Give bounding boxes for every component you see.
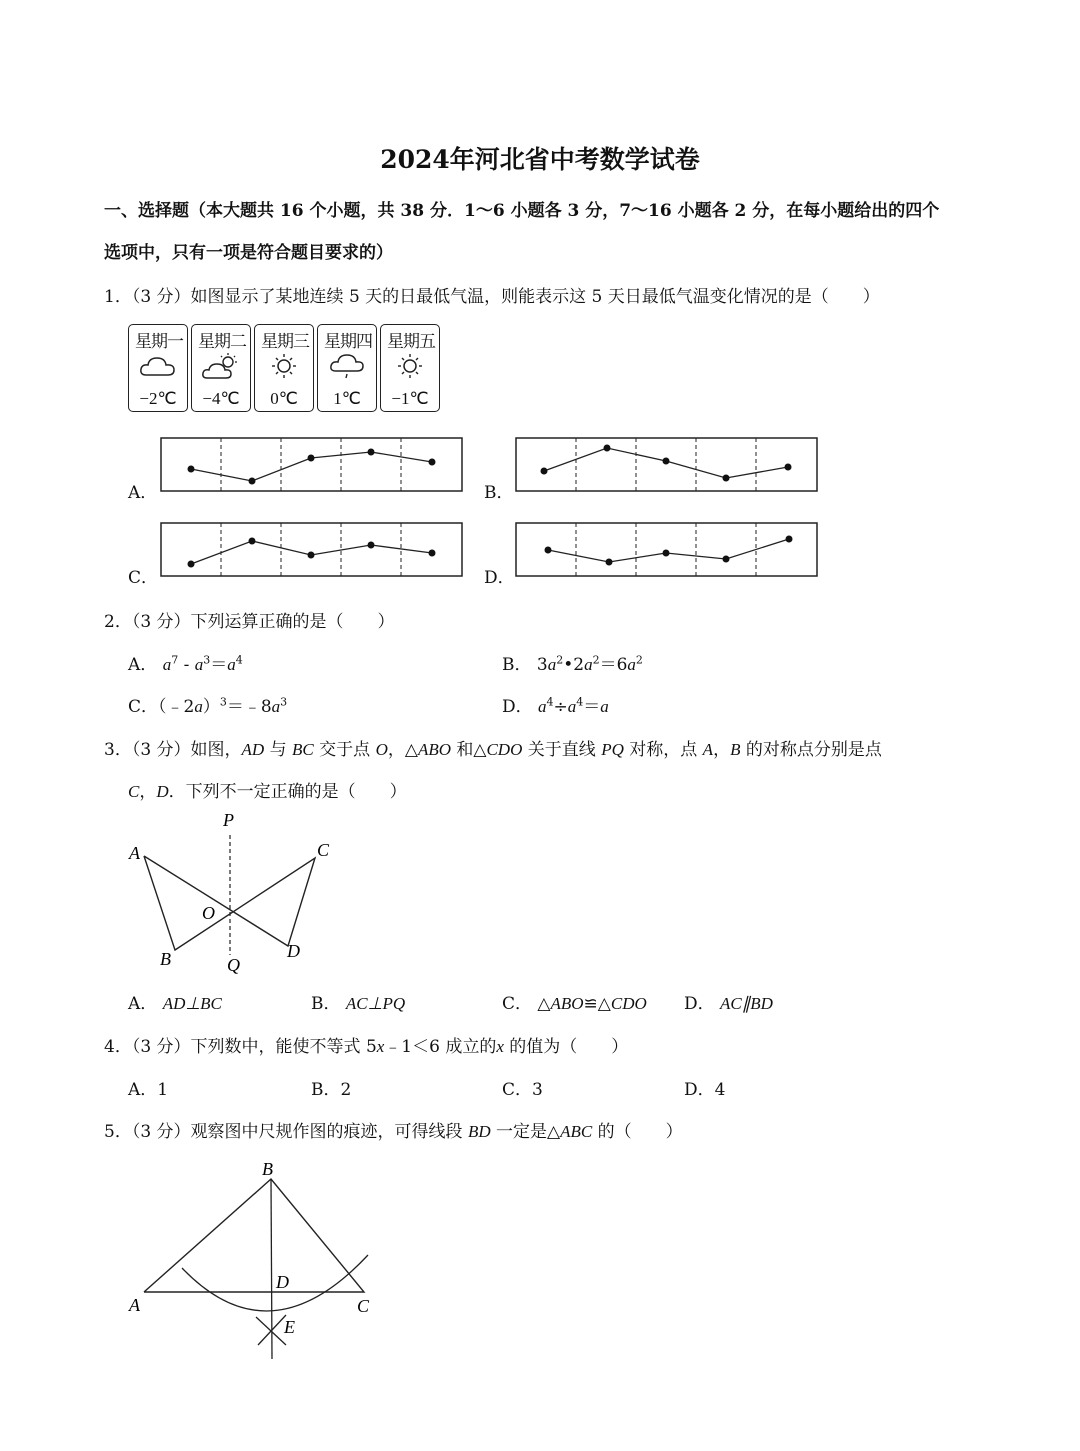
sun-icon (264, 351, 304, 381)
label-e: E (284, 1317, 295, 1337)
weather-temp: −1℃ (391, 389, 429, 408)
weather-day: 星期三 (261, 332, 309, 352)
weather-day: 星期四 (324, 332, 372, 352)
q3-option-b[interactable]: B． AC⊥PQ (311, 994, 406, 1014)
rain-cloud-icon (327, 351, 367, 381)
q1-option-a-label[interactable]: A． (128, 483, 158, 503)
q5-stem: 5．（3 分）观察图中尺规作图的痕迹，可得线段 BD 一定是△ABC 的（ ） (104, 1122, 683, 1142)
q1-option-c-graph[interactable] (160, 522, 463, 577)
q3-option-a[interactable]: A． AD⊥BC (128, 994, 222, 1014)
cloud-icon (138, 351, 178, 381)
sun-icon (390, 351, 430, 381)
q1-option-d-label[interactable]: D． (484, 568, 515, 588)
sun-cloud-icon (201, 351, 241, 381)
label-d: D (287, 941, 300, 961)
weather-card-3 (254, 324, 314, 412)
label-c: C (317, 840, 330, 860)
q2-option-c[interactable]: C．$(﹣2a)^3=﹣8a^3$ (128, 695, 288, 717)
q3-option-d[interactable]: D． AC∥BD (684, 994, 773, 1014)
q1-option-b-graph[interactable] (515, 437, 818, 492)
weather-temp: −4℃ (202, 389, 240, 408)
q1-option-d-graph[interactable] (515, 522, 818, 577)
label-o: O (202, 903, 215, 923)
weather-day: 星期二 (198, 332, 246, 352)
label-c: C (357, 1296, 370, 1316)
section-header-line2: 选项中，只有一项是符合题目要求的） (104, 243, 393, 263)
q2-stem: 2．（3 分）下列运算正确的是（ ） (104, 612, 395, 632)
q2-option-d[interactable]: D． $a^4\div a^4=a$ (502, 695, 609, 717)
q4-stem: 4．（3 分）下列数中，能使不等式 5x﹣1＜6 成立的x 的值为（ ） (104, 1037, 629, 1057)
label-b: B (262, 1159, 273, 1179)
q4-option-c[interactable]: C．3 (502, 1080, 543, 1100)
page-title: 2024年河北省中考数学试卷 (380, 145, 700, 174)
q1-option-b-label[interactable]: B． (484, 483, 514, 503)
label-p: P (223, 810, 234, 830)
q3-stem-line2: C，D．下列不一定正确的是（ ） (128, 782, 407, 802)
q4-option-a[interactable]: A．1 (128, 1080, 169, 1100)
q3-figure (120, 808, 350, 978)
q1-option-a-graph[interactable] (160, 437, 463, 492)
q3-option-c[interactable]: C． △ABO≌△CDO (502, 994, 647, 1014)
q1-option-c-label[interactable]: C． (128, 568, 159, 588)
q5-figure (120, 1155, 390, 1365)
q1-stem: 1．（3 分）如图显示了某地连续 5 天的日最低气温，则能表示这 5 天日最低气温变化情况的是（ ） (104, 287, 880, 307)
weather-card-1 (128, 324, 188, 412)
weather-temp: −2℃ (139, 389, 177, 408)
label-a: A (129, 1295, 140, 1315)
weather-card-5 (380, 324, 440, 412)
q3-stem-line1: 3．（3 分）如图，AD 与 BC 交于点 O，△ABO 和△CDO 关于直线 PQ 对称，点 A，B 的对称点分别是点 (104, 740, 882, 760)
label-a: A (129, 843, 140, 863)
section-header-line1: 一、选择题（本大题共 16 个小题，共 38 分．1～6 小题各 3 分，7～16 小题各 2 分，在每小题给出的四个 (104, 201, 940, 221)
weather-temp: 1℃ (333, 389, 361, 408)
q2-option-b[interactable]: B． $3a^2•2a^2=6a^2$ (502, 653, 643, 675)
label-q: Q (227, 955, 240, 975)
weather-day: 星期一 (135, 332, 183, 352)
q4-option-b[interactable]: B．2 (311, 1080, 352, 1100)
weather-card-2 (191, 324, 251, 412)
weather-day: 星期五 (387, 332, 435, 352)
q2-option-a[interactable]: A． $a^7 - a^3=a^4$ (128, 653, 243, 675)
q4-option-d[interactable]: D．4 (684, 1080, 726, 1100)
label-b: B (160, 949, 171, 969)
weather-card-4 (317, 324, 377, 412)
weather-temp: 0℃ (270, 389, 298, 408)
label-d: D (276, 1272, 289, 1292)
